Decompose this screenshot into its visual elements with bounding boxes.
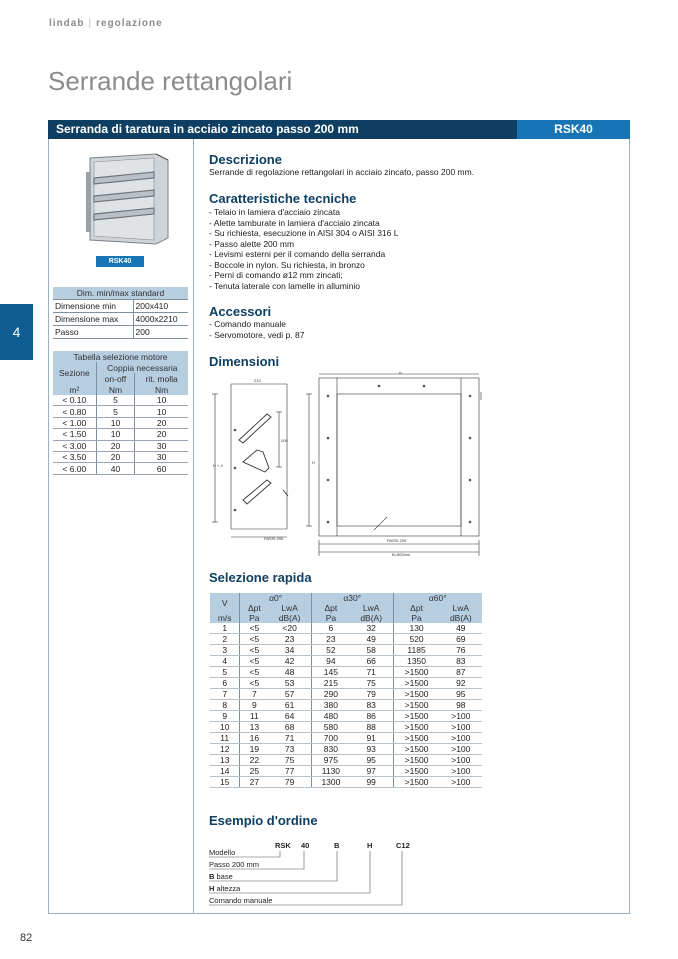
selection-cell: 1185: [393, 645, 440, 656]
selection-cell: 25: [240, 766, 268, 777]
motor-cell-section: < 3.50: [53, 451, 96, 462]
dim-value: 4000x2210: [133, 313, 188, 326]
dim-label-200: 200: [281, 438, 288, 443]
sel-col-angle-60: α60°: [393, 593, 482, 603]
table-row: [53, 429, 188, 440]
table-row: [53, 451, 188, 462]
header-code: RSK40: [554, 122, 593, 136]
selection-cell: 87: [440, 667, 482, 678]
motor-cell-spring: 30: [135, 440, 188, 451]
dim-label-b-bottom: B=800mm: [392, 552, 411, 557]
table-row: [210, 777, 482, 788]
order-item: Passo 200 mm: [209, 860, 260, 869]
motor-cell-section: < 0.80: [53, 406, 96, 417]
selection-heading: Selezione rapida: [209, 570, 312, 585]
dim-value: 200x410: [133, 300, 188, 313]
selection-cell: <20: [268, 623, 311, 634]
list-item: - Tenuta laterale con lamelle in alluminio: [209, 280, 361, 291]
selection-cell: 16: [240, 733, 268, 744]
brand-section: regolazione: [96, 18, 163, 29]
brand-separator: |: [88, 18, 93, 29]
dim-label-passi: PASSI 200: [264, 536, 284, 541]
motor-cell-onoff: 10: [96, 429, 135, 440]
order-code-diagram: [209, 840, 424, 910]
selection-cell: 9: [210, 711, 240, 722]
selection-cell: 93: [350, 744, 393, 755]
brand-breadcrumb: [49, 18, 163, 29]
table-row: [53, 417, 188, 428]
selection-cell: 12: [210, 744, 240, 755]
selection-cell: 97: [350, 766, 393, 777]
sel-unit: dB(A): [350, 613, 393, 623]
selection-cell: 7: [240, 689, 268, 700]
dim-label-b-top: B: [399, 372, 402, 375]
order-code: H: [367, 841, 373, 850]
motor-unit-section: m²: [53, 384, 96, 395]
specs-list: [209, 207, 398, 291]
selection-cell: 14: [210, 766, 240, 777]
dim-label: Dimensione min: [53, 300, 133, 313]
dim-label-passi-bottom: PASSI 200: [387, 538, 407, 543]
order-item: H altezza: [209, 884, 241, 893]
selection-cell: 23: [268, 634, 311, 645]
order-code: RSK: [275, 841, 291, 850]
selection-cell: >1500: [393, 667, 440, 678]
dimensions-table: [53, 287, 188, 339]
selection-cell: 77: [268, 766, 311, 777]
selection-cell: >1500: [393, 700, 440, 711]
sel-unit: dB(A): [440, 613, 482, 623]
sel-col-angle-30: α30°: [311, 593, 393, 603]
sel-unit: Pa: [393, 613, 440, 623]
selection-cell: 75: [350, 678, 393, 689]
dimensions-table-title: Dim. min/max standard: [53, 287, 188, 300]
sel-sub-dp: Δpt: [240, 603, 268, 613]
selection-cell: 27: [240, 777, 268, 788]
selection-cell: 11: [210, 733, 240, 744]
dim-label: Passo: [53, 326, 133, 339]
selection-cell: 86: [350, 711, 393, 722]
selection-cell: 68: [268, 722, 311, 733]
selection-cell: >1500: [393, 755, 440, 766]
selection-cell: 88: [350, 722, 393, 733]
selection-cell: 64: [268, 711, 311, 722]
selection-cell: 76: [440, 645, 482, 656]
table-row: [210, 766, 482, 777]
motor-cell-onoff: 5: [96, 395, 135, 406]
selection-cell: >100: [440, 755, 482, 766]
motor-col-section: Sezione: [53, 362, 96, 384]
page-title: Serrande rettangolari: [48, 66, 293, 96]
selection-cell: 480: [311, 711, 349, 722]
selection-cell: >100: [440, 711, 482, 722]
selection-cell: 1130: [311, 766, 349, 777]
selection-cell: 42: [268, 656, 311, 667]
table-row: [210, 711, 482, 722]
table-row: [210, 722, 482, 733]
product-label: RSK40: [96, 256, 144, 267]
selection-cell: 75: [268, 755, 311, 766]
selection-cell: 48: [268, 667, 311, 678]
selection-cell: 2: [210, 634, 240, 645]
selection-cell: >100: [440, 766, 482, 777]
dimensions-drawing: [209, 372, 494, 562]
selection-cell: 92: [440, 678, 482, 689]
selection-cell: 79: [350, 689, 393, 700]
order-code: 40: [301, 841, 310, 850]
selection-cell: <5: [240, 667, 268, 678]
sel-unit: m/s: [210, 613, 240, 623]
table-row: [210, 645, 482, 656]
selection-cell: 32: [350, 623, 393, 634]
brand-name: lindab: [49, 18, 85, 29]
selection-cell: >1500: [393, 711, 440, 722]
order-code: B: [334, 841, 340, 850]
table-row: [210, 755, 482, 766]
selection-cell: 98: [440, 700, 482, 711]
selection-cell: 4: [210, 656, 240, 667]
motor-cell-section: < 1.00: [53, 417, 96, 428]
list-item: - Boccole in nylon. Su richiesta, in bronzo: [209, 259, 365, 270]
sel-unit: Pa: [240, 613, 268, 623]
selection-cell: 13: [240, 722, 268, 733]
selection-cell: 5: [210, 667, 240, 678]
motor-unit-spring: Nm: [135, 384, 188, 395]
selection-cell: >1500: [393, 733, 440, 744]
selection-cell: >100: [440, 722, 482, 733]
selection-cell: 13: [210, 755, 240, 766]
selection-cell: 130: [393, 623, 440, 634]
motor-table-title: Tabella selezione motore: [53, 351, 188, 362]
selection-cell: 1300: [311, 777, 349, 788]
sel-unit: Pa: [311, 613, 349, 623]
selection-cell: 69: [440, 634, 482, 645]
selection-cell: 57: [268, 689, 311, 700]
dim-label: Dimensione max: [53, 313, 133, 326]
order-code: C12: [396, 841, 410, 850]
sel-unit: dB(A): [268, 613, 311, 623]
table-row: [210, 623, 482, 634]
selection-cell: 15: [210, 777, 240, 788]
header-title: Serranda di taratura in acciaio zincato passo 200 mm: [56, 122, 359, 136]
table-row: [210, 678, 482, 689]
selection-cell: >1500: [393, 766, 440, 777]
description-text: Serrande di regolazione rettangolari in acciaio zincato, passo 200 mm.: [209, 167, 475, 177]
order-item: Comando manuale: [209, 896, 273, 905]
dim-label-h-plus: H + 4: [213, 463, 223, 468]
motor-cell-spring: 10: [135, 406, 188, 417]
table-row: [210, 700, 482, 711]
motor-col-torque: Coppia necessaria: [96, 362, 188, 373]
motor-cell-onoff: 5: [96, 406, 135, 417]
motor-cell-spring: 20: [135, 429, 188, 440]
dim-label-210: 210: [254, 378, 261, 383]
selection-cell: >100: [440, 744, 482, 755]
motor-selection-table: [53, 351, 188, 475]
selection-cell: 71: [268, 733, 311, 744]
list-item: - Su richiesta, esecuzione in AISI 304 o AISI 316 L: [209, 228, 399, 238]
selection-cell: >100: [440, 733, 482, 744]
selection-cell: 94: [311, 656, 349, 667]
table-row: [53, 395, 188, 406]
sel-sub-lwa: LwA: [350, 603, 393, 613]
selection-cell: 215: [311, 678, 349, 689]
description-heading: Descrizione: [209, 152, 282, 167]
selection-cell: 580: [311, 722, 349, 733]
selection-cell: 3: [210, 645, 240, 656]
table-row: [53, 326, 188, 339]
selection-cell: 95: [440, 689, 482, 700]
selection-cell: 23: [311, 634, 349, 645]
selection-cell: 83: [350, 700, 393, 711]
table-row: [53, 406, 188, 417]
list-item: - Levismi esterni per il comando della serranda: [209, 249, 386, 259]
selection-cell: 83: [440, 656, 482, 667]
selection-cell: 9: [240, 700, 268, 711]
motor-col-spring: rit. molla: [135, 373, 188, 384]
selection-cell: 34: [268, 645, 311, 656]
selection-cell: 975: [311, 755, 349, 766]
selection-cell: 79: [268, 777, 311, 788]
selection-cell: 53: [268, 678, 311, 689]
selection-cell: 520: [393, 634, 440, 645]
selection-cell: <5: [240, 623, 268, 634]
motor-cell-spring: 30: [135, 451, 188, 462]
selection-cell: 7: [210, 689, 240, 700]
sel-sub-lwa: LwA: [440, 603, 482, 613]
list-item: - Passo alette 200 mm: [209, 238, 295, 249]
selection-cell: 95: [350, 755, 393, 766]
sel-col-angle-0: α0°: [240, 593, 312, 603]
list-item: - Alette tamburate in lamiera d'acciaio zincata: [209, 217, 380, 228]
selection-cell: 700: [311, 733, 349, 744]
order-item: B base: [209, 872, 233, 881]
table-row: [210, 733, 482, 744]
table-row: [210, 689, 482, 700]
selection-table: [210, 593, 482, 788]
selection-cell: 19: [240, 744, 268, 755]
list-item: - Telaio in lamiera d'acciaio zincata: [209, 207, 340, 217]
table-row: [210, 744, 482, 755]
page-number: 82: [20, 932, 33, 944]
selection-cell: 830: [311, 744, 349, 755]
dimensions-heading: Dimensioni: [209, 354, 280, 369]
motor-cell-section: < 0.10: [53, 395, 96, 406]
list-item: - Comando manuale: [209, 319, 287, 329]
motor-cell-spring: 20: [135, 417, 188, 428]
selection-cell: 73: [268, 744, 311, 755]
sel-sub-dp: Δpt: [311, 603, 349, 613]
column-divider: [193, 139, 194, 914]
list-item: - Perni di comando ø12 mm zincati;: [209, 270, 343, 280]
dim-value: 200: [133, 326, 188, 339]
motor-cell-section: < 3.00: [53, 440, 96, 451]
motor-cell-onoff: 40: [96, 463, 135, 474]
selection-cell: 6: [311, 623, 349, 634]
selection-cell: 52: [311, 645, 349, 656]
selection-cell: 290: [311, 689, 349, 700]
motor-col-onoff: on-off: [96, 373, 135, 384]
motor-cell-spring: 60: [135, 463, 188, 474]
sel-sub-dp: Δpt: [393, 603, 440, 613]
specs-heading: Caratteristiche tecniche: [209, 191, 357, 206]
table-row: [210, 667, 482, 678]
selection-cell: 49: [350, 634, 393, 645]
order-item: Modello: [209, 848, 236, 857]
sel-col-v: V: [210, 593, 240, 613]
table-row: [53, 313, 188, 326]
motor-unit-onoff: Nm: [96, 384, 135, 395]
selection-cell: >1500: [393, 777, 440, 788]
table-row: [210, 656, 482, 667]
selection-cell: <5: [240, 634, 268, 645]
selection-cell: 66: [350, 656, 393, 667]
accessories-heading: Accessori: [209, 304, 272, 319]
selection-cell: 145: [311, 667, 349, 678]
table-row: [53, 463, 188, 474]
selection-cell: >1500: [393, 722, 440, 733]
selection-cell: >1500: [393, 744, 440, 755]
section-tab: 4: [0, 304, 33, 360]
selection-cell: <5: [240, 656, 268, 667]
dim-label-h: H: [312, 460, 315, 465]
selection-cell: 49: [440, 623, 482, 634]
selection-cell: 380: [311, 700, 349, 711]
selection-cell: >1500: [393, 678, 440, 689]
selection-cell: 10: [210, 722, 240, 733]
selection-cell: 71: [350, 667, 393, 678]
table-row: [210, 634, 482, 645]
product-image: [86, 152, 170, 248]
selection-cell: <5: [240, 645, 268, 656]
selection-cell: 6: [210, 678, 240, 689]
selection-cell: 1350: [393, 656, 440, 667]
selection-cell: 8: [210, 700, 240, 711]
sel-sub-lwa: LwA: [268, 603, 311, 613]
selection-cell: 11: [240, 711, 268, 722]
selection-cell: 22: [240, 755, 268, 766]
motor-cell-onoff: 20: [96, 440, 135, 451]
motor-cell-onoff: 20: [96, 451, 135, 462]
table-row: [53, 440, 188, 451]
motor-cell-onoff: 10: [96, 417, 135, 428]
selection-cell: 58: [350, 645, 393, 656]
selection-cell: 91: [350, 733, 393, 744]
list-item: - Servomotore, vedi p. 87: [209, 329, 305, 340]
selection-cell: 99: [350, 777, 393, 788]
selection-cell: 61: [268, 700, 311, 711]
selection-cell: <5: [240, 678, 268, 689]
selection-cell: >100: [440, 777, 482, 788]
accessories-list: [209, 319, 304, 340]
order-heading: Esempio d'ordine: [209, 813, 318, 828]
selection-cell: 1: [210, 623, 240, 634]
selection-cell: >1500: [393, 689, 440, 700]
table-row: [53, 300, 188, 313]
motor-cell-spring: 10: [135, 395, 188, 406]
motor-cell-section: < 6.00: [53, 463, 96, 474]
motor-cell-section: < 1.50: [53, 429, 96, 440]
